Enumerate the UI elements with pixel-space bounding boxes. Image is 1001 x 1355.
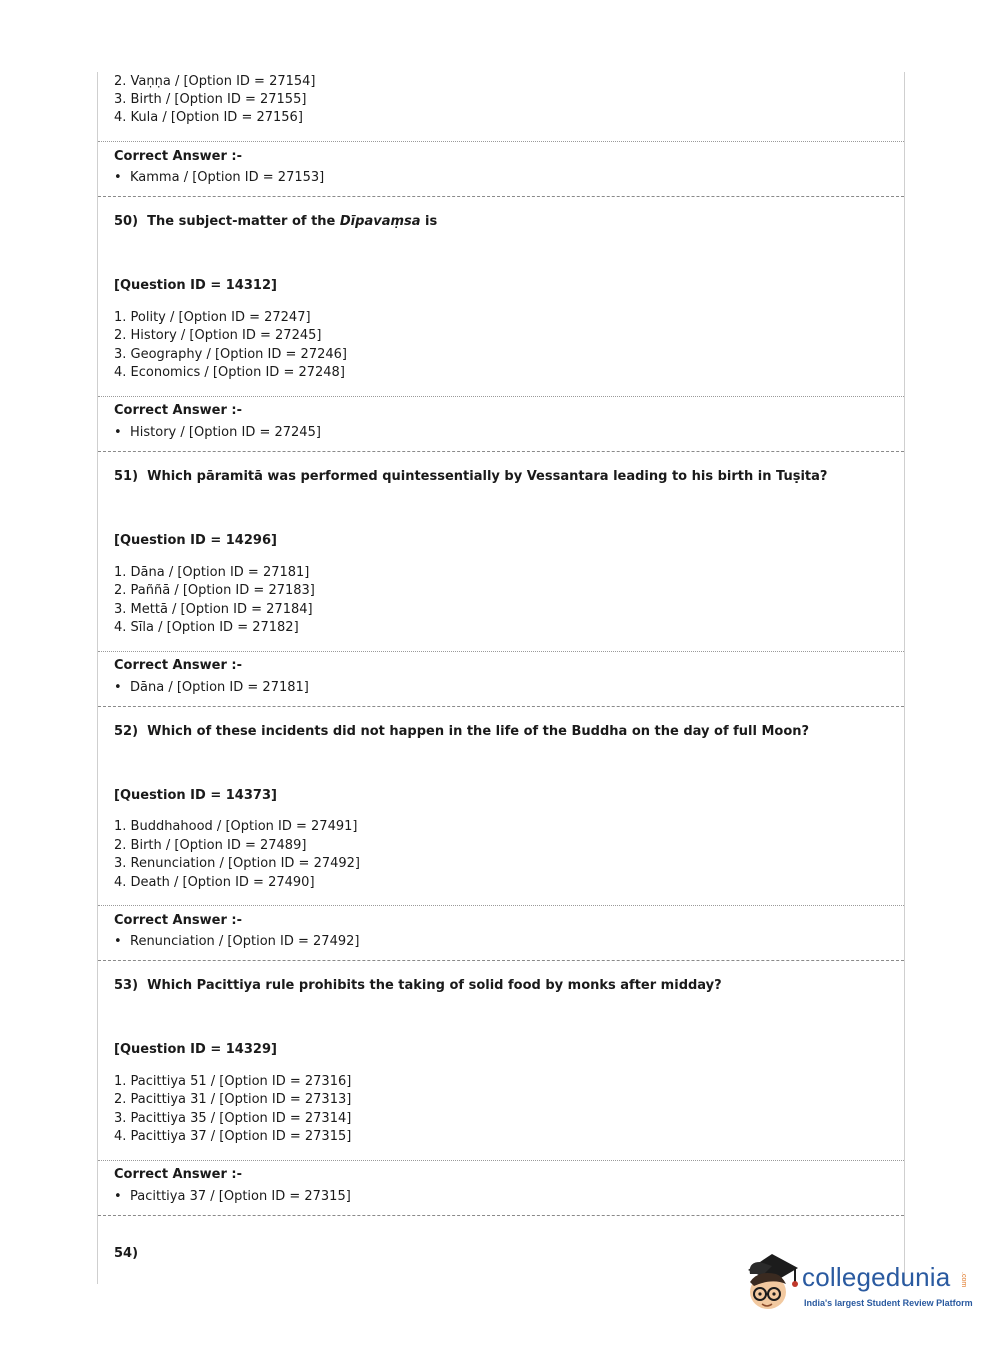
option-item: 4. Economics / [Option ID = 27248] [114,365,345,380]
correct-answer-label: Correct Answer :- [114,1167,242,1182]
question-id: [Question ID = 14373] [114,788,277,803]
question-id: [Question ID = 14296] [114,533,277,548]
correct-answer-label: Correct Answer :- [114,658,242,673]
option-item: 3. Birth / [Option ID = 27155] [114,92,307,107]
logo-tagline: India's largest Student Review Platform [804,1298,973,1308]
question-id: [Question ID = 14329] [114,1042,277,1057]
option-item: 2. Paññā / [Option ID = 27183] [114,583,315,598]
option-item: 1. Polity / [Option ID = 27247] [114,310,311,325]
student-mascot-icon [742,1248,802,1318]
option-item: 4. Kula / [Option ID = 27156] [114,110,303,125]
option-item: 4. Death / [Option ID = 27490] [114,875,315,890]
correct-answer-value: Pacittiya 37 / [Option ID = 27315] [130,1189,351,1204]
bullet-icon: • [114,680,122,695]
option-item: 1. Buddhahood / [Option ID = 27491] [114,819,358,834]
correct-answer-value: History / [Option ID = 27245] [130,425,321,440]
question-id: [Question ID = 14312] [114,278,277,293]
question-divider [98,451,904,452]
bullet-icon: • [114,170,122,185]
collegedunia-logo[interactable] [742,1248,972,1318]
correct-answer-value: Kamma / [Option ID = 27153] [130,170,325,185]
question-text: 50) The subject-matter of the Dīpavaṃsa is [114,214,438,229]
question-divider [98,196,904,197]
question-text: 51) Which pāramitā was performed quintessentially by Vessantara leading to his birth in Tuṣita? [114,469,828,484]
bullet-icon: • [114,425,122,440]
bullet-icon: • [114,934,122,949]
option-item: 2. Vaṇṇa / [Option ID = 27154] [114,74,316,89]
option-item: 3. Mettā / [Option ID = 27184] [114,602,313,617]
correct-answer-label: Correct Answer :- [114,149,242,164]
option-item: 2. Birth / [Option ID = 27489] [114,838,307,853]
page-frame [97,72,905,1284]
option-item: 1. Pacittiya 51 / [Option ID = 27316] [114,1074,352,1089]
correct-answer-value: Dāna / [Option ID = 27181] [130,680,309,695]
divider [98,396,904,397]
divider [98,1160,904,1161]
divider [98,141,904,142]
bullet-icon: • [114,1189,122,1204]
option-item: 3. Geography / [Option ID = 27246] [114,347,347,362]
question-divider [98,706,904,707]
question-text: 53) Which Pacittiya rule prohibits the taking of solid food by monks after midday? [114,978,722,993]
option-item: 4. Sīla / [Option ID = 27182] [114,620,299,635]
correct-answer-label: Correct Answer :- [114,403,242,418]
divider [98,651,904,652]
question-divider [98,960,904,961]
divider [98,905,904,906]
option-item: 4. Pacittiya 37 / [Option ID = 27315] [114,1129,352,1144]
question-divider [98,1215,904,1216]
correct-answer-value: Renunciation / [Option ID = 27492] [130,934,360,949]
option-item: 3. Renunciation / [Option ID = 27492] [114,856,360,871]
logo-domain: .com [960,1272,967,1288]
option-item: 2. History / [Option ID = 27245] [114,328,322,343]
option-item: 3. Pacittiya 35 / [Option ID = 27314] [114,1111,352,1126]
correct-answer-label: Correct Answer :- [114,913,242,928]
logo-wordmark: collegedunia [802,1262,951,1292]
option-item: 1. Dāna / [Option ID = 27181] [114,565,310,580]
question-number: 54) [114,1246,139,1261]
question-text: 52) Which of these incidents did not happen in the life of the Buddha on the day of full Moon? [114,724,810,739]
option-item: 2. Pacittiya 31 / [Option ID = 27313] [114,1092,352,1107]
